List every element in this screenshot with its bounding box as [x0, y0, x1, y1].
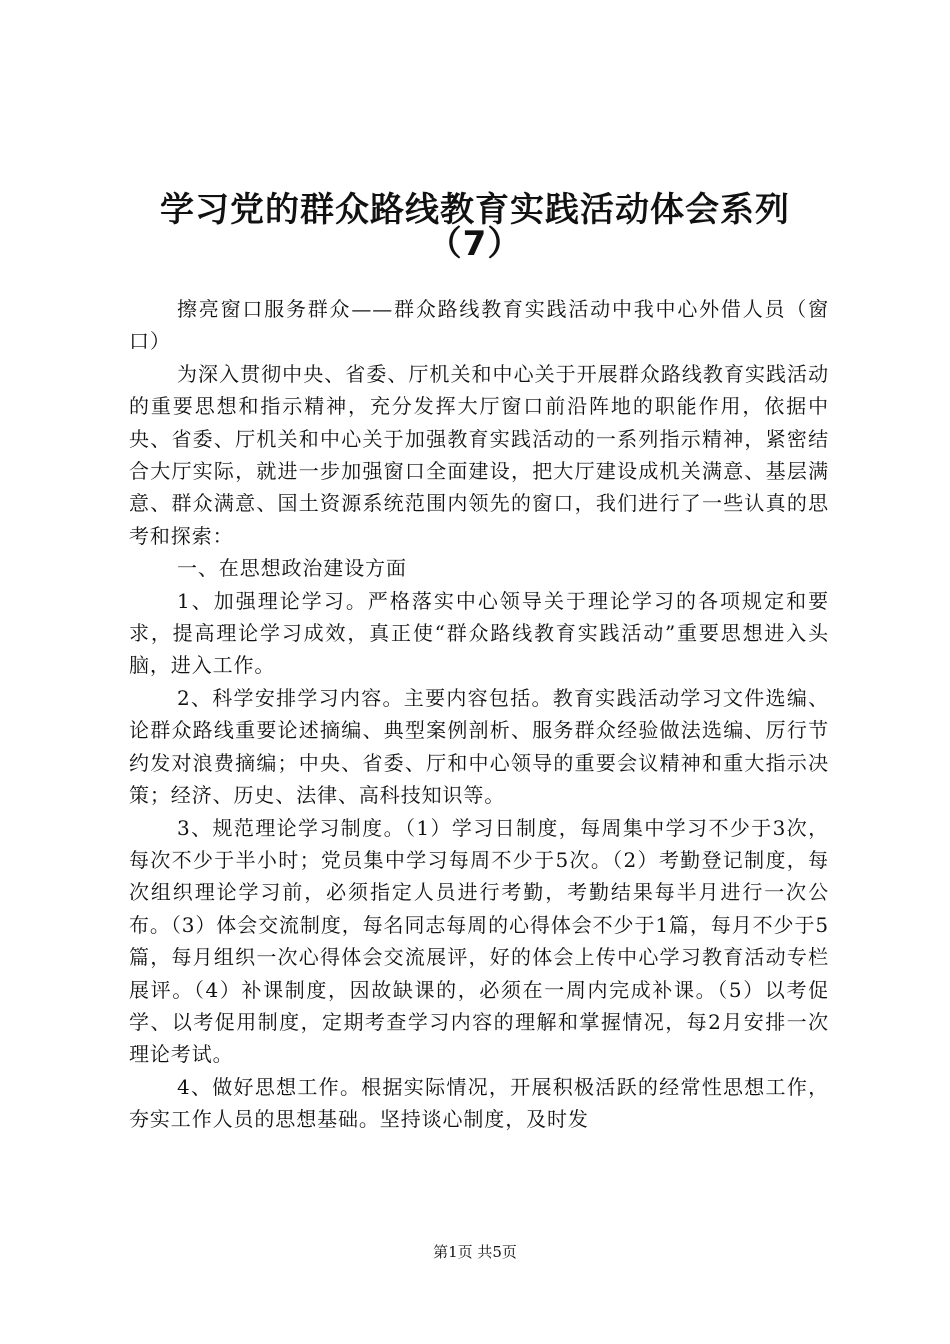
paragraph-item-4: 4、做好思想工作。根据实际情况，开展积极活跃的经常性思想工作，夯实工作人员的思想基础。坚持谈心制度，及时发 [129, 1074, 829, 1132]
paragraph-item-2: 2、科学安排学习内容。主要内容包括。教育实践活动学习文件选编、论群众路线重要论述摘编、典型案例剖析、服务群众经验做法选编、厉行节约发对浪费摘编；中央、省委、厅和中心领导的重要会议精神和重大指示决策；经济、历史、法律、高科技知识等。 [129, 685, 829, 808]
document-title-line-1: 学习党的群众路线教育实践活动体会系列 [160, 190, 790, 230]
page-number-footer: 第1页 共5页 [433, 1243, 517, 1261]
paragraph-subtitle: 擦亮窗口服务群众——群众路线教育实践活动中我中心外借人员（窗口） [129, 297, 829, 354]
document-title-line-2: （7） [427, 224, 523, 264]
section-heading-political: 一、在思想政治建设方面 [177, 556, 407, 581]
document-body [129, 293, 829, 1136]
paragraph-item-3: 3、规范理论学习制度。（1）学习日制度，每周集中学习不少于3次，每次不少于半小时；党员集中学习每周不少于5次。（2）考勤登记制度，每次组织理论学习前，必须指定人员进行考勤，考勤结果每半月进行一次公布。（3）体会交流制度，每名同志每周的心得体会不少于1篇，每月不少于5篇，每月组织一次心得体会交流展评，好的体会上传中心学习教育活动专栏展评。（4）补课制度，因故缺课的，必须在一周内完成补课。（5）以考促学、以考促用制度，定期考查学习内容的理解和掌握情况，每2月安排一次理论考试。 [129, 815, 829, 1067]
paragraph-item-1: 1、加强理论学习。严格落实中心领导关于理论学习的各项规定和要求，提高理论学习成效，真正使“群众路线教育实践活动”重要思想进入头脑，进入工作。 [129, 588, 829, 678]
paragraph-intro: 为深入贯彻中央、省委、厅机关和中心关于开展群众路线教育实践活动的重要思想和指示精神，充分发挥大厅窗口前沿阵地的职能作用，依据中央、省委、厅机关和中心关于加强教育实践活动的一系列指示精神，紧密结合大厅实际，就进一步加强窗口全面建设，把大厅建设成机关满意、基层满意、群众满意、国土资源系统范围内领先的窗口，我们进行了一些认真的思考和探索： [129, 361, 829, 548]
